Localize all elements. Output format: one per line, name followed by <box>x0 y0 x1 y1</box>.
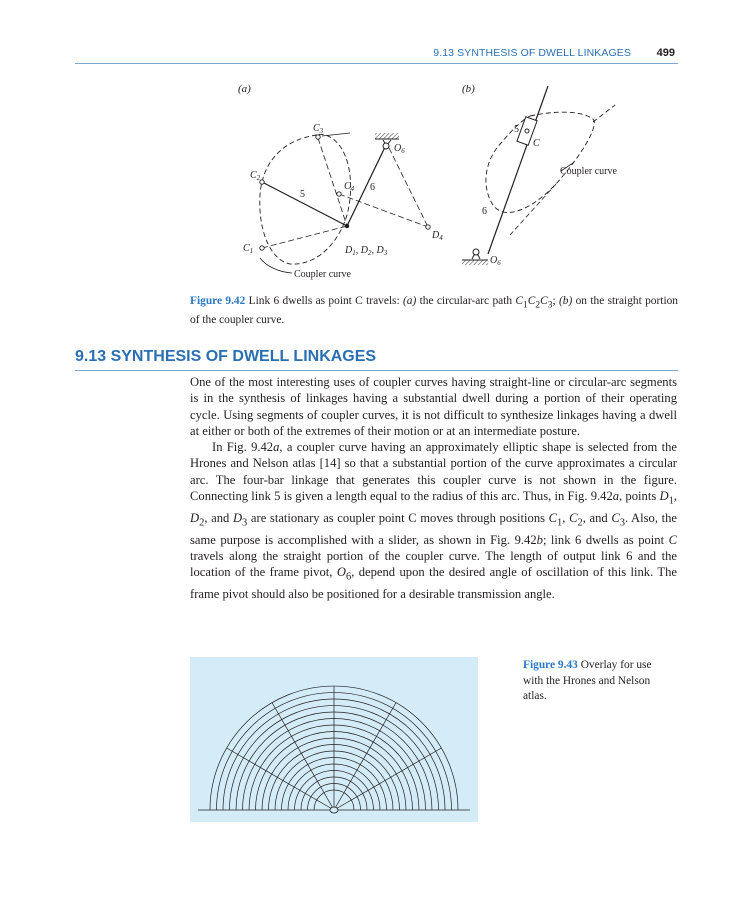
panel-b-labels <box>482 124 617 267</box>
coupler-curve-b-extension <box>593 105 615 122</box>
label-c3: $C_3$ <box>313 123 324 135</box>
label-c1: $C_1$ <box>243 243 254 255</box>
label-coupler-curve-b: Coupler curve <box>560 166 617 177</box>
c3-leader <box>322 133 350 136</box>
label-o6-b: $O_6$ <box>490 255 501 267</box>
point-c1 <box>260 246 264 250</box>
section-heading <box>75 348 678 371</box>
construction-line-o6-d4 <box>389 148 428 227</box>
label-link-6-a: 6 <box>370 182 375 193</box>
coupler-curve-b <box>486 112 594 212</box>
panel-a-labels <box>243 123 443 280</box>
straight-path-extension <box>510 184 556 235</box>
figure-9-42 <box>0 0 737 290</box>
label-link-5-b: 5 <box>514 124 519 135</box>
pivot-o6-a <box>383 143 389 149</box>
point-c2 <box>260 180 264 184</box>
overlay-center-pivot <box>330 807 338 813</box>
label-c4: $C_4$ <box>344 181 355 193</box>
label-d123: $D_1$, $D_2$, $D_3$ <box>345 245 388 257</box>
hrones-nelson-overlay <box>190 657 478 822</box>
label-c2: $C_2$ <box>250 170 261 182</box>
point-d4 <box>426 225 430 229</box>
point-c3 <box>316 135 320 139</box>
label-coupler-curve-a: Coupler curve <box>294 269 351 280</box>
figure-9-43-label: Figure 9.43 <box>523 659 578 671</box>
label-o6-a: $O_6$ <box>394 143 405 155</box>
figure-9-43-caption: Figure 9.43 Overlay for use with the Hrones and Nelson atlas. <box>523 659 652 702</box>
pivot-o6-b <box>473 249 479 255</box>
body-text <box>190 374 677 602</box>
running-head-title: 9.13 SYNTHESIS OF DWELL LINKAGES <box>433 47 631 59</box>
section-heading-text: 9.13 SYNTHESIS OF DWELL LINKAGES <box>75 348 377 365</box>
figure-9-43-panel <box>190 657 478 822</box>
construction-line-c1 <box>262 226 347 248</box>
point-c4 <box>337 192 341 196</box>
link-6-b <box>488 86 548 254</box>
coupler-curve-leader-a <box>260 258 292 273</box>
label-link-5-a: 5 <box>300 189 305 200</box>
point-c-b <box>525 129 529 133</box>
label-link-6-b: 6 <box>482 206 487 217</box>
construction-line-c4-d4 <box>339 194 428 227</box>
ground-hatch-b <box>462 260 488 265</box>
figure-9-42-label: Figure 9.42 <box>190 295 246 307</box>
panel-b-label: (b) <box>462 83 475 95</box>
ground-hatch-a <box>375 133 399 139</box>
panel-a-label: (a) <box>238 83 251 95</box>
label-d4: $D_4$ <box>432 230 443 242</box>
paragraph-1: One of the most interesting uses of coupler curves having straight-line or circular-arc segments is in the synthesis of linkages having a substantial dwell during a portion of their operating cycle. Using segments of coupler curves, it is not difficult to synthesize linkages having a dwell at either or both of the extremes of their motion or at an intermediate posture. <box>190 375 677 438</box>
paragraph-2: In Fig. 9.42a, a coupler curve having an approximately elliptic shape is selected from the Hrones and Nelson atlas [14] so that a substantial portion of the curve approximates a circular arc. The four-bar linkage that generates this coupler curve is not shown in the figure. Connecting link 5 is given a length equal to the radius of this arc. Thus, in Fig. 9.42a, points $D_1$, $D_2$, and $D_3$ are stationary as coupler point C moves through positions $C_1$, $C_2$, and $C_3$. Also, the same purpose is accomplished with a slider, as shown in Fig. 9.42b; link 6 dwells as point C travels along the straight portion of the coupler curve. The length of output link 6 and the location of the frame pivot, $O_6$, depend upon the desired angle of oscillation of this link. The frame pivot should also be positioned for a desirable transmission angle. <box>190 440 677 602</box>
point-d123 <box>345 224 349 228</box>
page-number: 499 <box>656 47 675 59</box>
label-point-c-b: C <box>533 138 540 149</box>
figure-9-42-caption: Figure 9.42 Link 6 dwells as point C travels: (a) the circular-arc path $C_1C_2C_3$; (b) on the straight portion of the coupler curve. <box>190 295 678 327</box>
